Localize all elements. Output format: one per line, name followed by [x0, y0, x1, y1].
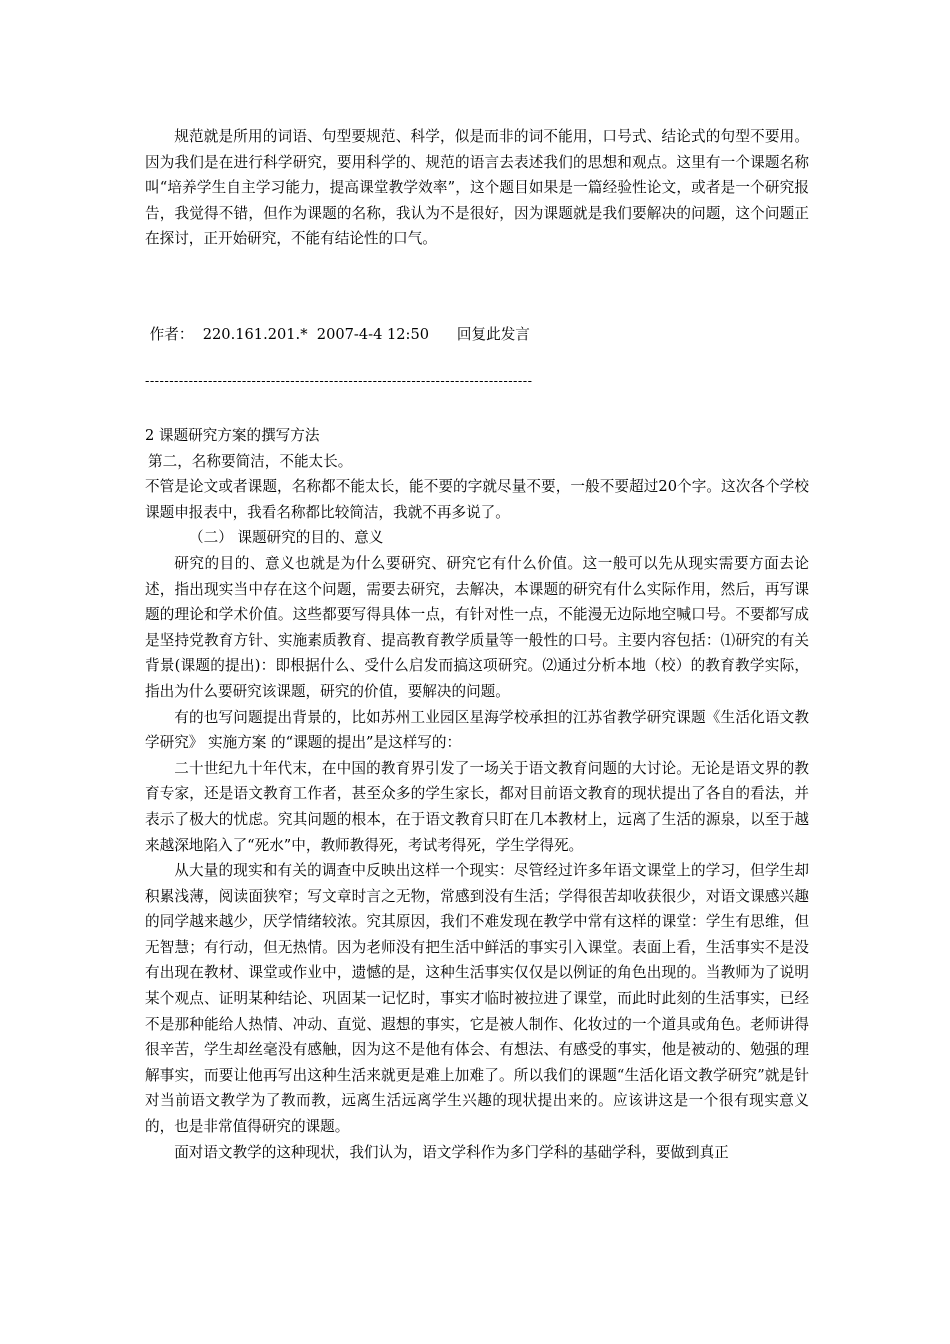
sub-heading: （二） 课题研究的目的、意义 — [189, 529, 384, 547]
post-meta — [145, 323, 809, 347]
body-paragraph: 研究的目的、意义也就是为什么要研究、研究它有什么价值。这一般可以先从现实需要方面去论述，指出现实当中存在这个问题，需要去研究，去解决，本课题的研究有什么实际作用，然后，再写课题的理论和学术价值。这些都要写得具体一点，有针对性一点，不能漫无边际地空喊口号。不要都写成是坚持党教育方针、实施素质教育、提高教育教学质量等一般性的口号。主要内容包括：⑴研究的有关背景(课题的提出)：即根据什么、受什么启发而搞这项研究。⑵通过分析本地（校）的教育教学实际，指出为什么要研究该课题，研究的价值，要解决的问题。 — [145, 554, 809, 700]
intro-section — [145, 124, 809, 252]
section-title: 2 课题研究方案的撰写方法 — [145, 427, 320, 444]
intro-paragraph: 规范就是所用的词语、句型要规范、科学，似是而非的词不能用，口号式、结论式的句型不要用。因为我们是在进行科学研究，要用科学的、规范的语言去表述我们的思想和观点。这里有一个课题名称叫“培养学生自主学习能力，提高课堂教学效率”，这个题目如果是一篇经验性论文，或者是一个研究报告，我觉得不错，但作为课题的名称，我认为不是很好，因为课题就是我们要解决的问题，这个问题正在探讨，正开始研究，不能有结论性的口气。 — [145, 128, 809, 248]
author-ip: 220.161.201.* — [202, 326, 308, 343]
author-label: 作者： — [149, 326, 194, 343]
body-paragraph: 面对语文教学的这种现状，我们认为，语文学科作为多门学科的基础学科，要做到真正 — [174, 1143, 729, 1161]
body-paragraph: 从大量的现实和有关的调查中反映出这样一个现实：尽管经过许多年语文课堂上的学习，但学生却积累浅薄，阅读面狭窄；写文章时言之无物，常感到没有生活；学得很苦却收获很少，对语文课感兴趣的同学越来越少，厌学情绪较浓。究其原因，我们不难发现在教学中常有这样的课堂：学生有思维，但无智慧；有行动，但无热情。因为老师没有把生活中鲜活的事实引入课堂。表面上看，生活事实不是没有出现在教材、课堂或作业中，遗憾的是，这种生活事实仅仅是以例证的角色出现的。当教师为了说明某个观点、证明某种结论、巩固某一记忆时，事实才临时被拉进了课堂，而此时此刻的生活事实，已经不是那种能给人热情、冲动、直觉、遐想的事实，它是被人制作、化妆过的一个道具或角色。老师讲得很辛苦，学生却丝毫没有感触，因为这不是他有体会、有想法、有感受的事实，他是被动的、勉强的理解事实，而要让他再写出这种生活来就更是难上加难了。所以我们的课题“生活化语文教学研究”就是针对当前语文教学为了教而教，远离生活远离学生兴趣的现状提出来的。应该讲这是一个很有现实意义的，也是非常值得研究的课题。 — [145, 862, 809, 1136]
point-two-heading: 第二，名称要简洁，不能太长。 — [148, 452, 353, 470]
body-paragraph: 有的也写问题提出背景的，比如苏州工业园区星海学校承担的江苏省教学研究课题《生活化语文教学研究》 实施方案 的“课题的提出”是这样写的： — [145, 708, 809, 752]
body-paragraph: 二十世纪九十年代末，在中国的教育界引发了一场关于语文教育问题的大讨论。无论是语文界的教育专家，还是语文教育工作者，甚至众多的学生家长，都对目前语文教育的现状提出了各自的看法，并表示了极大的忧虑。究其问题的根本，在于语文教育只盯在几本教材上，远离了生活的源泉，以至于越来越深地陷入了“死水”中，教师教得死，考试考得死，学生学得死。 — [145, 759, 809, 854]
dashed-separator: -------------------------------------------------------------------------------- — [145, 374, 533, 389]
post-datetime: 2007-4-4 12:50 — [316, 326, 430, 343]
reply-link[interactable]: 回复此发言 — [456, 326, 530, 343]
separator-line — [145, 374, 809, 389]
main-section — [145, 423, 809, 1165]
point-two-body: 不管是论文或者课题，名称都不能太长，能不要的字就尽量不要，一般不要超过20个字。这次各个学校课题申报表中，我看名称都比较简洁，我就不再多说了。 — [145, 478, 809, 521]
